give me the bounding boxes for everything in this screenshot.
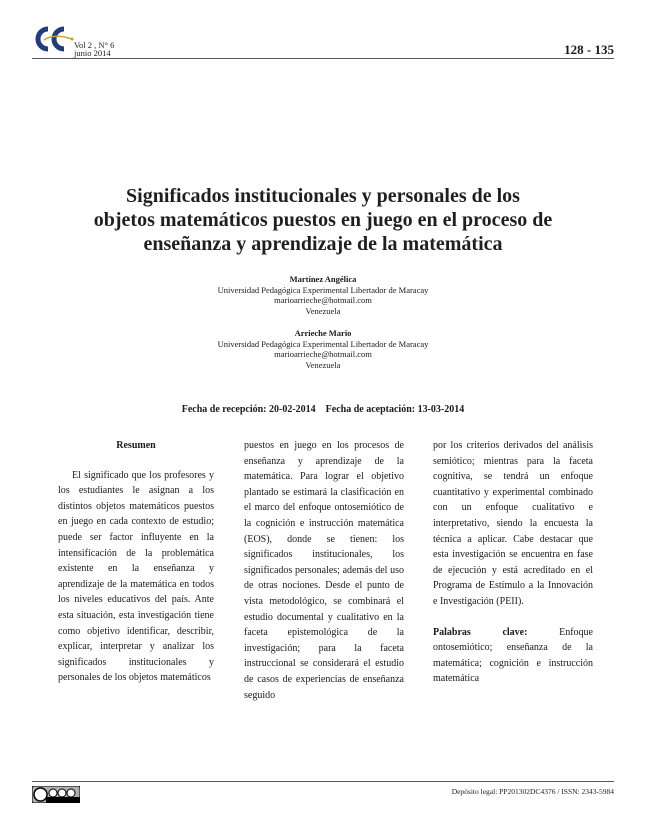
keywords-text: Enfoque ontosemiótico; enseñanza de la matemática; cognición e instrucción matemática (433, 626, 593, 685)
volume-info (74, 41, 114, 57)
page-header (32, 24, 614, 58)
author-email: marioarrieche@hotmail.com (274, 295, 372, 305)
abstract-text: por los criterios derivados del análisis semiótico; mientras para la faceta cognitiva, se tendrá un enfoque cuantitativo y experimental combinado con un enfoque cualitativo e interpretativo, siendo la encuesta la técnica a aplicar. Cabe destacar que esta investigación se encuentra en fase de ejecución y está acreditado en el Programa de Estímulo a la Innovación e Investigación (PEII). (433, 440, 593, 607)
author-country: Venezuela (305, 305, 341, 316)
author-block-2 (100, 328, 546, 370)
abstract-text: puestos en juego en los procesos de enseñanza y aprendizaje de la matemática. Para lograr el objetivo plantado se estimará la clasificación en el marco del enfoque ontosemiótico de la cognición e instrucción matemática (EOS), donde se tienen: los significados institucionales, los significados personales; además del uso de otras nociones. Desde el punto de vista metodológico, se combinará el estudio documental y cualitativo en la faceta epistemológica de la investigación; para la faceta instruccional se considerará el estudio de casos de experiencias de enseñanza seguido (244, 440, 404, 701)
article-title (40, 184, 606, 256)
cc-by-nc-nd-icon (32, 786, 80, 803)
journal-logo-icon (32, 24, 78, 54)
author-email: marioarrieche@hotmail.com (274, 349, 372, 359)
title-line: objetos matemáticos puestos en juego en el proceso de (93, 209, 553, 231)
abstract-column-2 (244, 438, 404, 703)
abstract-column-1 (58, 438, 214, 686)
title-line: Significados institucionales y personales de los (126, 185, 520, 207)
footer-divider (32, 781, 614, 782)
legal-deposit: Depósito legal: PP201302DC4376 / ISSN: 2343-5984 (451, 787, 614, 796)
author-name: Martínez Angélica (289, 274, 357, 284)
author-name: Arrieche Mario (294, 328, 352, 338)
author-country: Venezuela (305, 359, 341, 370)
page-range: 128 - 135 (564, 42, 614, 57)
abstract-column-3 (433, 438, 593, 687)
author-affiliation: Universidad Pedagógica Experimental Libertador de Maracay (217, 284, 429, 295)
author-affiliation: Universidad Pedagógica Experimental Libertador de Maracay (217, 338, 429, 349)
title-line: enseñanza y aprendizaje de la matemática (143, 233, 503, 255)
abstract-text: El significado que los profesores y los estudiantes le asignan a los distintos objetos matemáticos puestos en juego en cada contexto de estudio; puede ser factor influyente en la intensificación de la problemática existente en la enseñanza y aprendizaje de la matemática en todos los niveles educativos del país. Ante esta situación, esta investigación tiene como objetivo identificar, describir, explicar, interpretar y analizar los significados institucionales y personales de los objetos matemáticos (58, 469, 214, 684)
header-divider (32, 58, 614, 59)
keywords (433, 625, 593, 687)
submission-dates: Fecha de recepción: 20-02-2014 Fecha de aceptación: 13-03-2014 (181, 404, 465, 415)
issue-date: junio 2014 (74, 48, 111, 58)
author-block-1 (100, 274, 546, 316)
abstract-heading: Resumen (116, 440, 156, 451)
volume-number: Vol 2 , N° 6 (74, 40, 115, 50)
keywords-label: Palabras clave: (433, 626, 528, 638)
